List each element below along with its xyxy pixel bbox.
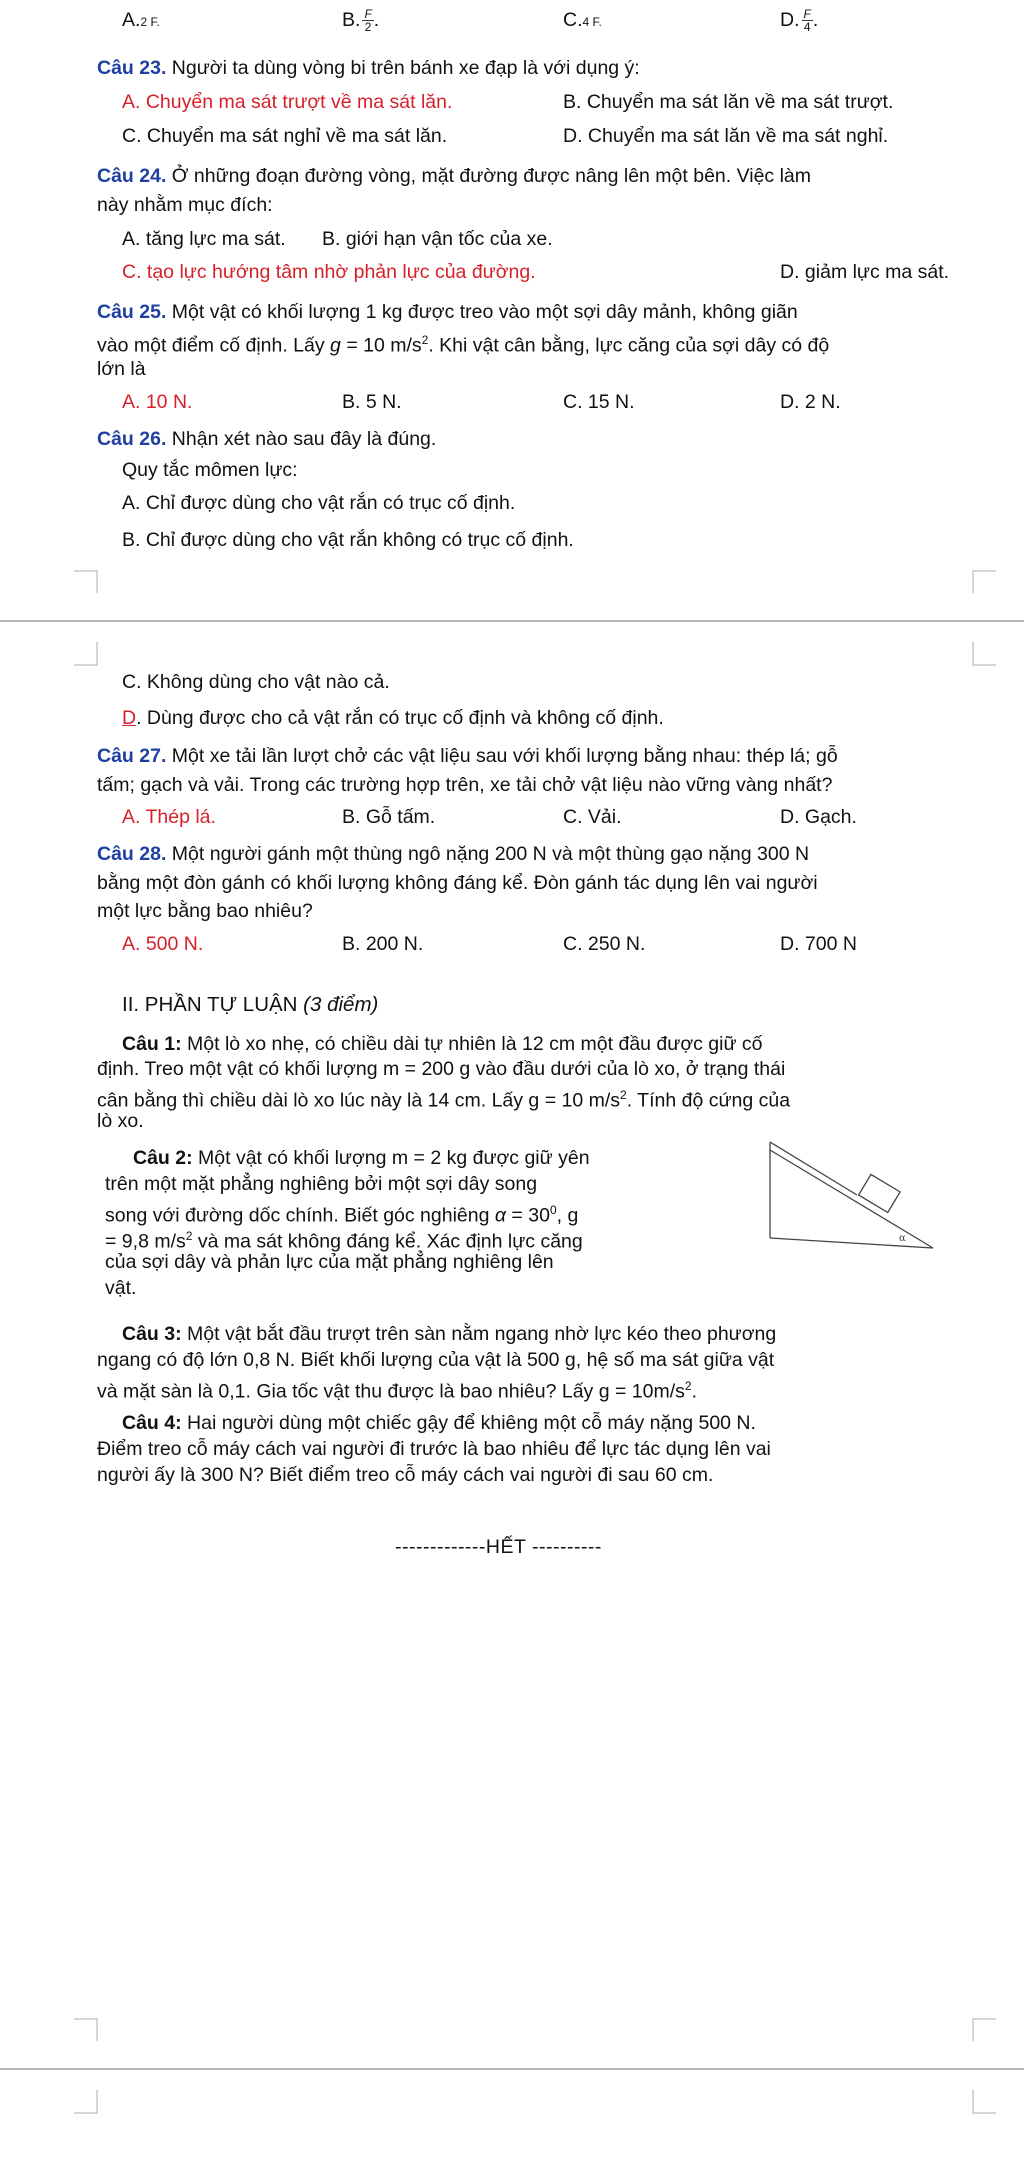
q24-stem-2: này nhằm mục đích: xyxy=(97,194,273,216)
q22-option-d: D. $\frac{F}{4}$ . xyxy=(780,7,819,35)
corner-mark-icon xyxy=(972,2018,996,2042)
q25-option-a: A. 10 N. xyxy=(122,391,193,413)
q26-stem: Câu 26. Nhận xét nào sau đây là đúng. xyxy=(97,428,437,450)
cau2-line6: vật. xyxy=(105,1277,137,1299)
q25-option-d: D. 2 N. xyxy=(780,391,841,413)
cau4-line2: Điểm treo cỗ máy cách vai người đi trước là bao nhiêu để lực tác dụng lên vai xyxy=(97,1438,771,1460)
q26-option-d: D. Dùng được cho cả vật rắn có trục cố định và không cố định. xyxy=(122,707,664,729)
page-break xyxy=(0,2068,1024,2070)
q28-stem: Câu 28. Một người gánh một thùng ngô nặng 200 N và một thùng gạo nặng 300 N xyxy=(97,843,810,865)
q28-option-b: B. 200 N. xyxy=(342,933,424,955)
q25-option-b: B. 5 N. xyxy=(342,391,402,413)
cau2-line1: Câu 2: Một vật có khối lượng m = 2 kg được giữ yên xyxy=(133,1147,590,1169)
q24-stem: Câu 24. Ở những đoạn đường vòng, mặt đường được nâng lên một bên. Việc làm xyxy=(97,165,812,187)
q22-option-a: A.2 F. xyxy=(122,9,160,31)
q22-option-b: B. $\frac{F}{2}$ . xyxy=(342,7,380,35)
q28-option-d: D. 700 N xyxy=(780,933,857,955)
angle-label: α xyxy=(899,1233,906,1244)
part2-title: II. PHẦN TỰ LUẬN (3 điểm) xyxy=(122,993,379,1016)
q24-option-d: D. giảm lực ma sát. xyxy=(780,261,950,283)
corner-mark-icon xyxy=(74,642,98,666)
q24-option-c: C. tạo lực hướng tâm nhờ phản lực của đường. xyxy=(122,261,536,283)
q23-option-a: A. Chuyển ma sát trượt về ma sát lăn. xyxy=(122,91,453,113)
cau4-line1: Câu 4: Hai người dùng một chiếc gậy để khiêng một cỗ máy nặng 500 N. xyxy=(122,1412,756,1434)
cau1-line2: định. Treo một vật có khối lượng m = 200 g vào đầu dưới của lò xo, ở trạng thái xyxy=(97,1058,786,1080)
q25-stem-3: lớn là xyxy=(97,358,146,380)
corner-mark-icon xyxy=(74,570,98,594)
cau2-line2: trên một mặt phẳng nghiêng bởi một sợi dây song xyxy=(105,1173,538,1195)
q27-option-a: A. Thép lá. xyxy=(122,806,216,828)
q27-option-d: D. Gạch. xyxy=(780,806,857,828)
cau2-line3: song với đường dốc chính. Biết góc nghiêng $\alpha = 30^0$, g xyxy=(105,1203,579,1227)
q26-option-c: C. Không dùng cho vật nào cả. xyxy=(122,671,390,693)
q27-stem: Câu 27. Một xe tải lần lượt chở các vật liệu sau với khối lượng bằng nhau: thép lá; gỗ xyxy=(97,745,838,767)
q23-option-d: D. Chuyển ma sát lăn về ma sát nghỉ. xyxy=(563,125,889,147)
cau1-line1: Câu 1: Một lò xo nhẹ, có chiều dài tự nhiên là 12 cm một đầu được giữ cố xyxy=(122,1033,763,1055)
q24-option-a: A. tăng lực ma sát. xyxy=(122,228,286,250)
q25-stem: Câu 25. Một vật có khối lượng 1 kg được treo vào một sợi dây mảnh, không giãn xyxy=(97,301,798,323)
corner-mark-icon xyxy=(74,2090,98,2114)
inclined-plane-diagram xyxy=(765,1140,940,1255)
cau2-line5: của sợi dây và phản lực của mặt phẳng nghiêng lên xyxy=(105,1251,554,1273)
q28-stem-2: bằng một đòn gánh có khối lượng không đáng kể. Đòn gánh tác dụng lên vai người xyxy=(97,872,818,894)
q26-option-a: A. Chỉ được dùng cho vật rắn có trục cố định. xyxy=(122,492,516,514)
end-marker: -------------HẾT ---------- xyxy=(395,1536,602,1558)
q23-option-b: B. Chuyển ma sát lăn về ma sát trượt. xyxy=(563,91,894,113)
q25-option-c: C. 15 N. xyxy=(563,391,635,413)
q25-stem-2: vào một điểm cố định. Lấy g = 10 $m/s^2$. Khi vật cân bằng, lực căng của sợi dây có độ xyxy=(97,333,830,357)
cau1-line3: cân bằng thì chiều dài lò xo lúc này là 14 cm. Lấy g = 10 $m/s^2$. Tính độ cứng của xyxy=(97,1088,791,1112)
q28-stem-3: một lực bằng bao nhiêu? xyxy=(97,900,313,922)
cau3-line3: và mặt sàn là 0,1. Gia tốc vật thu được là bao nhiêu? Lấy $g = 10m/s^2$. xyxy=(97,1379,697,1403)
cau1-line4: lò xo. xyxy=(97,1110,144,1132)
page-break xyxy=(0,620,1024,622)
q28-option-a: A. 500 N. xyxy=(122,933,204,955)
q28-option-c: C. 250 N. xyxy=(563,933,646,955)
q26-intro: Quy tắc mômen lực: xyxy=(122,459,298,481)
q24-option-b: B. giới hạn vận tốc của xe. xyxy=(322,228,553,250)
q23-stem: Câu 23. Người ta dùng vòng bi trên bánh xe đạp là với dụng ý: xyxy=(97,57,640,79)
corner-mark-icon xyxy=(74,2018,98,2042)
q27-option-b: B. Gỗ tấm. xyxy=(342,806,436,828)
cau3-line2: ngang có độ lớn 0,8 N. Biết khối lượng của vật là 500 g, hệ số ma sát giữa vật xyxy=(97,1349,775,1371)
cau2-line4: = 9,8 $m/s^2$ và ma sát không đáng kể. Xác định lực căng xyxy=(105,1229,583,1253)
q22-option-c: C.4 F. xyxy=(563,9,602,31)
cau4-line3: người ấy là 300 N? Biết điểm treo cỗ máy cách vai người đi sau 60 cm. xyxy=(97,1464,714,1486)
q27-option-c: C. Vải. xyxy=(563,806,622,828)
corner-mark-icon xyxy=(972,642,996,666)
cau3-line1: Câu 3: Một vật bắt đầu trượt trên sàn nằm ngang nhờ lực kéo theo phương xyxy=(122,1323,777,1345)
corner-mark-icon xyxy=(972,2090,996,2114)
inclined-plane-icon xyxy=(770,1142,933,1248)
q26-option-b: B. Chỉ được dùng cho vật rắn không có trục cố định. xyxy=(122,529,574,551)
q27-stem-2: tấm; gạch và vải. Trong các trường hợp trên, xe tải chở vật liệu nào vững vàng nhất? xyxy=(97,774,833,796)
corner-mark-icon xyxy=(972,570,996,594)
q23-option-c: C. Chuyển ma sát nghỉ về ma sát lăn. xyxy=(122,125,448,147)
